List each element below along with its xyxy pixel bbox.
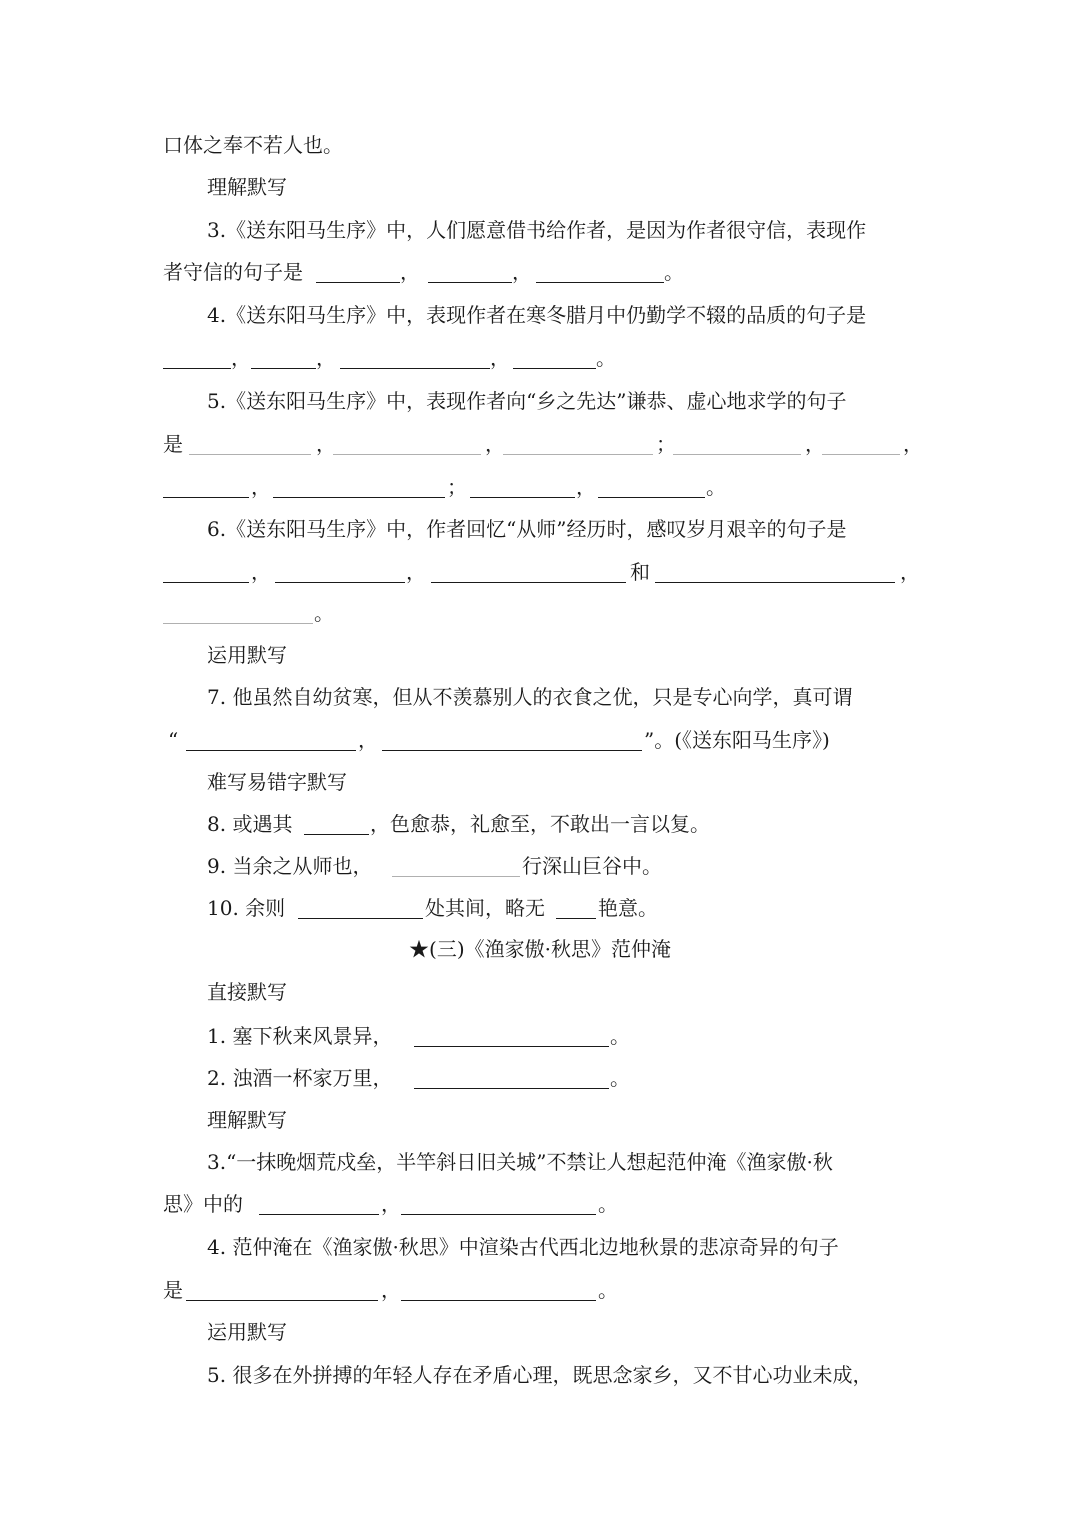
answer-blank[interactable] — [401, 1214, 596, 1215]
punct: 。 — [598, 1278, 618, 1302]
poem-question-1-line — [0, 1021, 1080, 1051]
answer-blank[interactable] — [304, 834, 369, 835]
question-7-text: 7. 他虽然自幼贫寒，但从不羡慕别人的衣食之优，只是专心向学，真可谓 — [207, 685, 853, 709]
punct: ， — [251, 475, 271, 499]
answer-blank[interactable] — [414, 1088, 609, 1089]
answer-blank[interactable] — [556, 918, 596, 919]
answer-blank[interactable] — [428, 282, 512, 283]
punct: ， — [485, 432, 505, 456]
section-title — [0, 934, 1080, 964]
section-label — [0, 1317, 1080, 1347]
question-6-line-2 — [0, 557, 1080, 587]
punct: 。 — [706, 475, 726, 499]
answer-blank[interactable] — [163, 368, 231, 369]
conjunction-text: 和 — [630, 560, 650, 584]
poem-question-5-text: 5. 很多在外拼搏的年轻人存在矛盾心理，既思念家乡，又不甘心功业未成， — [207, 1363, 873, 1387]
punct: ， — [231, 346, 251, 370]
answer-blank[interactable] — [163, 497, 249, 498]
punct: ， — [358, 728, 378, 752]
question-8-text: 8. 或遇其 — [207, 812, 293, 836]
question-4-text: 4.《送东阳马生序》中，表现作者在寒冬腊月中仍勤学不辍的品质的句子是 — [207, 303, 867, 327]
question-9-line — [0, 851, 1080, 881]
answer-blank[interactable] — [822, 454, 900, 455]
poem-question-2-text: 2. 浊酒一杯家万里， — [207, 1066, 393, 1090]
question-8-text-2: ，色愈恭，礼愈至，不敢出一言以复。 — [370, 812, 710, 836]
punct: ， — [900, 560, 920, 584]
section-label — [0, 640, 1080, 670]
answer-blank[interactable] — [298, 918, 423, 919]
answer-blank[interactable] — [382, 750, 642, 751]
question-5-text-2: 是 — [163, 432, 183, 456]
answer-blank[interactable] — [189, 454, 311, 455]
poem-question-3-line-2 — [0, 1189, 1080, 1219]
poem-question-3-line-1 — [0, 1147, 1080, 1177]
poem-question-3-text-2: 思》中的 — [163, 1192, 243, 1216]
question-6-line-3 — [0, 598, 1080, 628]
answer-blank[interactable] — [275, 582, 405, 583]
intro-tail-text: 口体之奉不若人也。 — [163, 133, 343, 157]
label-understand: 理解默写 — [207, 175, 287, 199]
answer-blank[interactable] — [251, 368, 316, 369]
answer-blank[interactable] — [333, 454, 481, 455]
section-label — [0, 977, 1080, 1007]
question-5-text: 5.《送东阳马生序》中，表现作者向“乡之先达”谦恭、虚心地求学的句子 — [207, 389, 847, 413]
poem-question-3-text: 3.“一抹晚烟荒戍垒，半竿斜日旧关城”不禁让人想起范仲淹《渔家傲·秋 — [207, 1150, 833, 1174]
punct: ， — [381, 1278, 401, 1302]
answer-blank[interactable] — [673, 454, 801, 455]
punct: 。 — [596, 346, 616, 370]
answer-blank[interactable] — [401, 1300, 596, 1301]
answer-blank[interactable] — [536, 282, 664, 283]
punct: ； — [447, 475, 467, 499]
punct: 。 — [598, 1192, 618, 1216]
question-7-line-1 — [0, 682, 1080, 712]
punct: ， — [406, 560, 426, 584]
answer-blank[interactable] — [392, 876, 520, 877]
punct: ； — [656, 432, 676, 456]
answer-blank[interactable] — [163, 582, 249, 583]
punct: ， — [512, 260, 532, 284]
punct: ， — [903, 432, 923, 456]
question-10-line — [0, 893, 1080, 923]
answer-blank[interactable] — [340, 368, 490, 369]
poem-question-1-text: 1. 塞下秋来风景异， — [207, 1024, 393, 1048]
label-direct: 直接默写 — [207, 980, 287, 1004]
punct: ， — [490, 346, 510, 370]
punct: 。 — [610, 1066, 630, 1090]
answer-blank[interactable] — [431, 582, 626, 583]
question-8-line — [0, 809, 1080, 839]
question-4-line-2 — [0, 343, 1080, 373]
section-label — [0, 767, 1080, 797]
answer-blank[interactable] — [503, 454, 653, 455]
question-3-line-2 — [0, 257, 1080, 287]
question-9-text: 9. 当余之从师也， — [207, 854, 373, 878]
section-label — [0, 172, 1080, 202]
question-3-text: 3.《送东阳马生序》中，人们愿意借书给作者，是因为作者很守信，表现作 — [207, 218, 867, 242]
punct: ， — [381, 1192, 401, 1216]
answer-blank[interactable] — [186, 1300, 378, 1301]
poem-question-4-text-2: 是 — [163, 1278, 183, 1302]
punct: 。 — [610, 1024, 630, 1048]
question-4-line-1 — [0, 300, 1080, 330]
question-5-line-3 — [0, 472, 1080, 502]
poem-question-2-line — [0, 1063, 1080, 1093]
punct: ， — [251, 560, 271, 584]
answer-blank[interactable] — [186, 750, 356, 751]
poem-question-4-line-2 — [0, 1275, 1080, 1305]
answer-blank[interactable] — [259, 1214, 379, 1215]
label-understand-2: 理解默写 — [207, 1108, 287, 1132]
answer-blank[interactable] — [316, 282, 400, 283]
punct: 。 — [314, 601, 334, 625]
label-apply-2: 运用默写 — [207, 1320, 287, 1344]
punct: ， — [316, 432, 336, 456]
question-3-line-1 — [0, 215, 1080, 245]
question-7-source: ”。(《送东阳马生序》) — [644, 728, 830, 752]
question-5-line-1 — [0, 386, 1080, 416]
punct: “ — [168, 728, 179, 752]
poem-question-4-text: 4. 范仲淹在《渔家傲·秋思》中渲染古代西北边地秋景的悲凉奇异的句子 — [207, 1235, 839, 1259]
poem-question-5-line-1 — [0, 1360, 1080, 1390]
question-6-text: 6.《送东阳马生序》中，作者回忆“从师”经历时，感叹岁月艰辛的句子是 — [207, 517, 847, 541]
section-label — [0, 1105, 1080, 1135]
punct: ， — [316, 346, 336, 370]
answer-blank[interactable] — [470, 497, 575, 498]
question-10-text-2: 处其间，略无 — [425, 896, 545, 920]
punct: ， — [400, 260, 420, 284]
question-3-text-2: 者守信的句子是 — [163, 260, 303, 284]
answer-blank[interactable] — [655, 582, 895, 583]
text-line — [0, 130, 1080, 160]
answer-blank[interactable] — [163, 623, 313, 624]
answer-blank[interactable] — [414, 1046, 609, 1047]
label-apply: 运用默写 — [207, 643, 287, 667]
question-9-text-2: 行深山巨谷中。 — [522, 854, 662, 878]
label-hard: 难写易错字默写 — [207, 770, 347, 794]
punct: 。 — [664, 260, 684, 284]
question-5-line-2 — [0, 429, 1080, 459]
punct: ， — [576, 475, 596, 499]
question-6-line-1 — [0, 514, 1080, 544]
question-7-line-2 — [0, 725, 1080, 755]
answer-blank[interactable] — [273, 497, 445, 498]
question-10-text-3: 艳意。 — [598, 896, 658, 920]
question-10-text: 10. 余则 — [207, 896, 286, 920]
section-title-text: ★(三)《渔家傲·秋思》范仲淹 — [409, 937, 671, 961]
punct: ， — [805, 432, 825, 456]
answer-blank[interactable] — [598, 497, 705, 498]
poem-question-4-line-1 — [0, 1232, 1080, 1262]
answer-blank[interactable] — [513, 368, 596, 369]
